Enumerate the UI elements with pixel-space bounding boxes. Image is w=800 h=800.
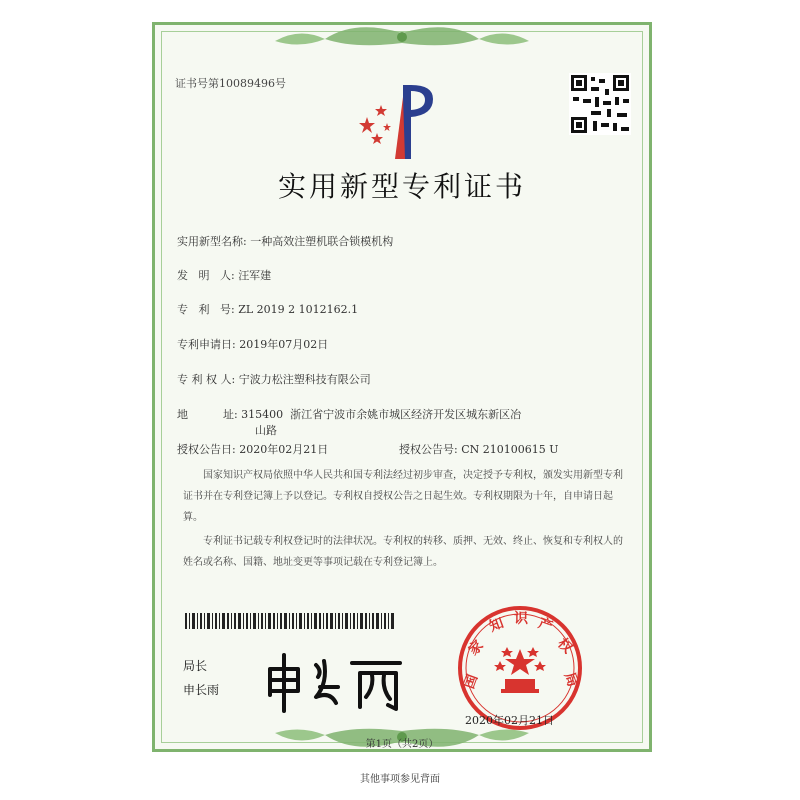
name-field bbox=[177, 233, 393, 249]
certificate-title: 实用新型专利证书 bbox=[277, 170, 526, 203]
name-value: 一种高效注塑机联合锁模机构 bbox=[250, 235, 394, 248]
seal-date: 2020年02月21日 bbox=[465, 714, 554, 727]
address-value-line1: 315400 浙江省宁波市余姚市城区经济开发区城东新区冶 bbox=[241, 408, 522, 421]
patent-number-field bbox=[177, 301, 358, 317]
patentee-label: 专 利 权 人: bbox=[177, 373, 236, 386]
top-ornament-icon bbox=[155, 19, 649, 59]
patentee-field bbox=[177, 371, 371, 387]
certificate-paragraph-2: 专利证书记载专利权登记时的法律状况。专利权的转移、质押、无效、终止、恢复和专利权人的姓名或名称、国籍、地址变更等事项记载在专利登记簿上。 bbox=[183, 536, 623, 568]
inventor-value: 汪军建 bbox=[238, 269, 272, 282]
grant-number-field bbox=[399, 441, 559, 457]
grant-date-label: 授权公告日: bbox=[177, 443, 236, 456]
address-value-line2: 山路 bbox=[255, 424, 277, 437]
address-label: 地 址: bbox=[177, 408, 238, 421]
address-field bbox=[177, 406, 521, 422]
director-title: 局长 bbox=[183, 659, 208, 673]
barcode-icon bbox=[185, 613, 395, 629]
name-label: 实用新型名称: bbox=[177, 235, 247, 248]
svg-text:权: 权 bbox=[554, 635, 576, 657]
certificate-number: 证书号第10089496号 bbox=[175, 77, 286, 90]
cnipa-logo-icon bbox=[355, 77, 445, 167]
inventor-label: 发 明 人: bbox=[177, 269, 235, 282]
qr-code-icon[interactable] bbox=[569, 73, 631, 135]
patentee-value: 宁波力松注塑科技有限公司 bbox=[238, 373, 371, 386]
grant-number-label: 授权公告号: bbox=[399, 443, 458, 456]
filing-date-field bbox=[177, 336, 328, 352]
svg-text:产: 产 bbox=[536, 615, 555, 636]
back-notice: 其他事项参见背面 bbox=[360, 774, 440, 785]
director-name: 申长雨 bbox=[183, 683, 220, 697]
patent-number-value: ZL 2019 2 1012162.1 bbox=[238, 303, 359, 316]
grant-date-field bbox=[177, 441, 328, 457]
inventor-field bbox=[177, 267, 271, 283]
certificate-paragraph-1: 国家知识产权局依照中华人民共和国专利法经过初步审查，决定授予专利权，颁发实用新型专利证书并在专利登记簿上予以登记。专利权自授权公告之日起生效。专利权期限为十年，自申请日起算。 bbox=[183, 470, 623, 523]
page-number: 第1页（共2页） bbox=[365, 739, 439, 750]
filing-date-value: 2019年07月02日 bbox=[239, 338, 329, 351]
filing-date-label: 专利申请日: bbox=[177, 338, 236, 351]
svg-text:识: 识 bbox=[514, 611, 528, 627]
patent-number-label: 专 利 号: bbox=[177, 303, 235, 316]
svg-text:国: 国 bbox=[461, 672, 482, 691]
grant-date-value: 2020年02月21日 bbox=[239, 443, 329, 456]
grant-number-value: CN 210100615 U bbox=[461, 443, 559, 456]
svg-text:局: 局 bbox=[560, 670, 581, 689]
certificate-frame bbox=[152, 22, 652, 752]
address-field-continued bbox=[255, 422, 277, 438]
svg-text:知: 知 bbox=[487, 615, 506, 636]
handwritten-signature-icon bbox=[260, 647, 410, 717]
svg-text:家: 家 bbox=[465, 637, 487, 659]
